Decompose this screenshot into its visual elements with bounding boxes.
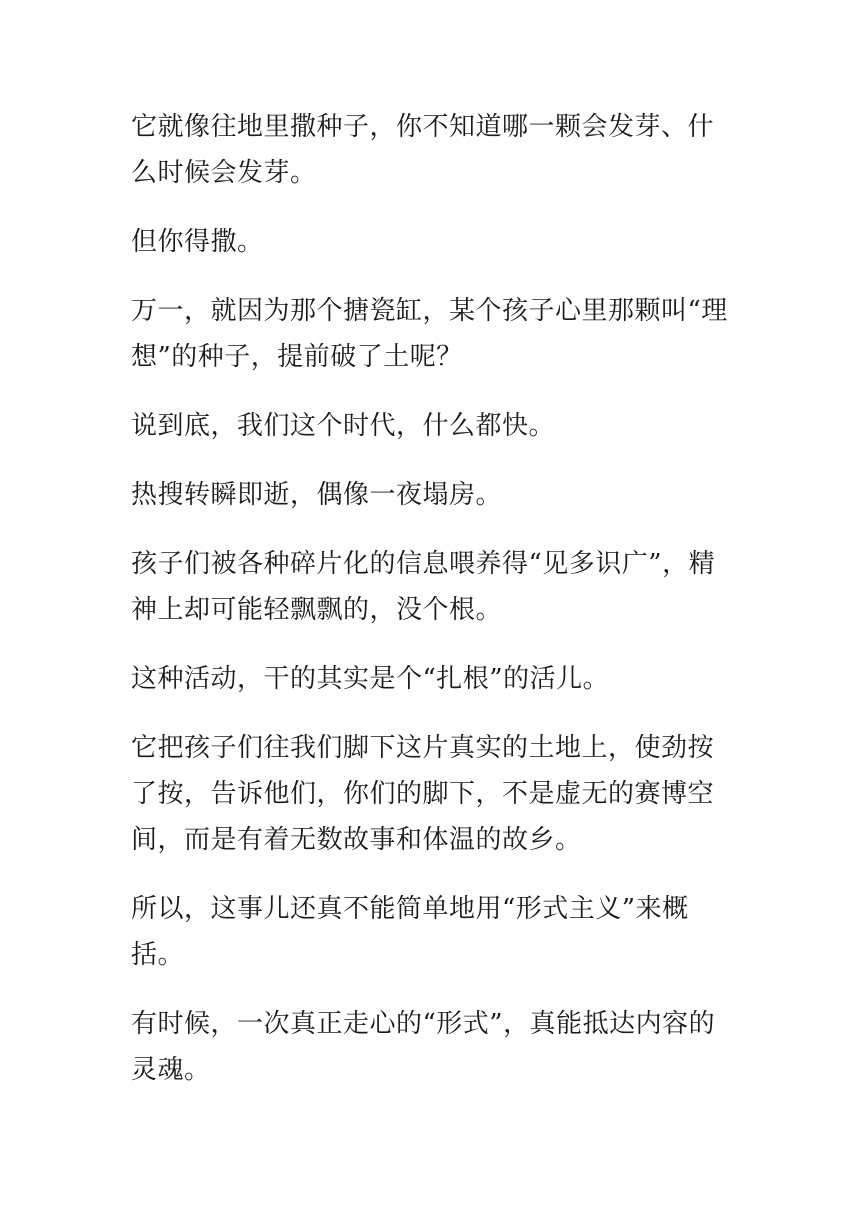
paragraph-7: 这种活动，干的其实是个“扎根”的活儿。 (131, 664, 610, 694)
paragraph-10: 有时候，一次真正走心的“形式”，真能抵达内容的灵魂。 (131, 1009, 716, 1085)
paragraph-3: 万一，就因为那个搪瓷缸，某个孩子心里那颗叫“理想”的种子，提前破了土呢？ (131, 296, 728, 372)
paragraph-8: 它把孩子们往我们脚下这片真实的土地上，使劲按了按，告诉他们，你们的脚下，不是虚无的赛博空间，而是有着无数故事和体温的故乡。 (131, 733, 715, 855)
paragraph-9: 所以，这事儿还真不能简单地用“形式主义”来概括。 (131, 894, 689, 970)
paragraph-2: 但你得撒。 (131, 227, 264, 257)
paragraph-4: 说到底，我们这个时代，什么都快。 (131, 411, 556, 441)
paragraph-1: 它就像往地里撒种子，你不知道哪一颗会发芽、什么时候会发芽。 (131, 112, 715, 188)
paragraph-6: 孩子们被各种碎片化的信息喂养得“见多识广”，精神上却可能轻飘飘的，没个根。 (131, 549, 716, 625)
article-body (131, 104, 735, 1116)
paragraph-5: 热搜转瞬即逝，偶像一夜塌房。 (131, 480, 503, 510)
